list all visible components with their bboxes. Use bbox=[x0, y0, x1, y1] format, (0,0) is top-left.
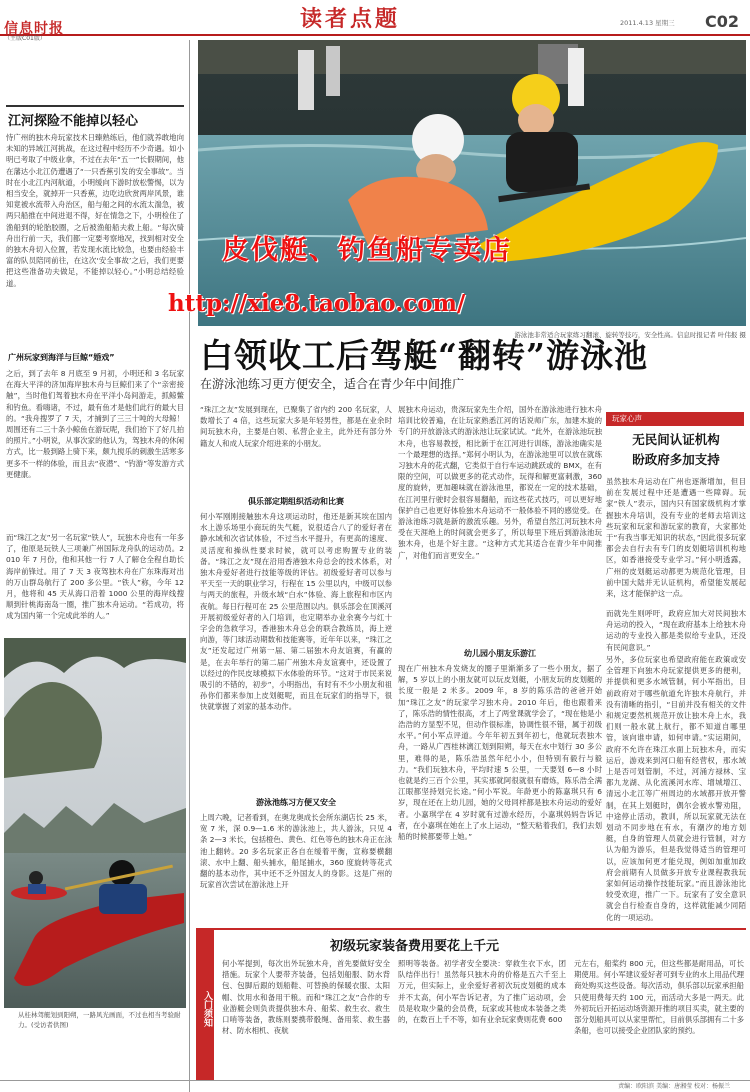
col1-subhead-2: 游泳池练习方便又安全 bbox=[256, 798, 336, 807]
pool-kayak-photo bbox=[198, 40, 746, 326]
article-col-2 bbox=[398, 404, 602, 924]
page-code: C02 bbox=[705, 12, 740, 31]
watermark-url: http://xie8.taobao.com/ bbox=[168, 290, 466, 317]
sidebar bbox=[606, 430, 746, 922]
sidebar-headline-2: 盼政府多加支持 bbox=[632, 452, 720, 467]
left-column bbox=[0, 40, 190, 1092]
col2-body-2: 现在广州独木舟发烧友的圈子里渐渐多了一些小朋友，据了解，5 岁以上的小朋友就可以玩皮划艇，小朋友玩的皮划艇的长度一般是 2 米多。2009 年，8 岁的陈乐浩的爸爸开始加“珠江之友”的玩家学习独木舟。2010 年后，他也跟着来了，陈乐浩的情性很高，才上了两堂课就学会了，“现在他是小浩浩的方显型不见，但动作很标准，协调性很不错，属于初级水平。”何小军点评道。今年年初五到年初七，他就玩表独木舟，一路从广西桂林漓江划到阳朔，每天在水中划行 30 多公里，难得的是，陈乐浩虽然年纪小小，但特别有毅行与毅力。“我们玩独木舟，平均时速 5 公里，一天要划 6—8 小时也就是约三百个公里，其实那就阿很就很有磨炼，陈乐浩全满江眼都坚持划完长途。”何小军说。年龄更小的陈嘉琪只有 6 岁，现在还在上幼儿园，她的父母同样都是独木舟运动的爱好者。小嘉琪学在 4 岁时就有过游水经历，小嘉琪妈妈告诉记者，在小嘉琪在她在上了水上运动，“整天粘着我们，我们去划船的时候都要带上她。” bbox=[398, 664, 602, 842]
col1-body-2: 上周六晚，记者看到，在奥龙奥成长会所东湖店长 25 米，宽 7 米，深 0.9—1.6 米的游泳池上，共人游泳，只见 4 条 2—3 米长，包括橙色、黄色、红色等色的独木舟正在泳池上翻转。20 多名玩家正各自在缓着平衡，宣称要横翻滚、水中上翻、船头捕水，船尾捕水，360 度旋转等花式翻的基本动作，其中还不乏外国友人的身影。这是广州的玩家首次尝试在游泳池上开 bbox=[200, 813, 392, 890]
kayak-river-photo bbox=[4, 638, 186, 1008]
sidebar-body-1: 虽然独木舟运动在广州也逐渐增加，但目前在发展过程中还是遭遇一些障碍。玩家“铁人”表示，国内只有国家级机构才掌握独木舟培训，没有专业的老师去培训这些玩家和玩家和游玩家的教育，大家都处于“有我当事无知识的状态，”因此很多玩家都会去自行去有专门的皮划艇培训机构地区，如香港接受专业学习。”何小明透露，广州的皮划艇运动都更为规范化管理，目前中国大陆并无认证机构，希望能发展起来，这才能保护这一点。 bbox=[606, 477, 746, 599]
paper-sub: （主版C01版） bbox=[4, 35, 46, 42]
left-paragraph-2: 之后，到了去年 8 月底至 9 月初，小明还和 3 名玩家在海大平洋的济加海岸独木舟与巨鲸们来了个“亲密接触”，当时他们驾着独木舟在平洋小岛间游走，抓鲸鳖和钓鱼。看嗨诸，不过，最有鱼才是他们此行的最大目的。“我舟搜罗了 7 天，才捕到了三三十吨的大母鲸！周围还有二三十条小鲸鱼在游玩呢，我们抬下了好几拍的照片。”小明说，从事次家的他认为，驾独木舟的休闲方式，比一般到路上骑下来，颇九搅乐的刺激生活寒多更多不一样的体验，而且去“夜潜”、“钓游”等发游方式更健康。 bbox=[6, 369, 184, 479]
watermark-shop: 皮伐艇、钓鱼船专卖店 bbox=[222, 235, 512, 266]
col1-lead: “珠江之友”发展到现在，已聚集了省内约 200 名玩家，人数增长了 4 倍，这些玩家大多是年轻男性，都是在业余时间玩独木舟，主要是白领、私营企业主，此外还有部分外籍友人和成人玩家介绍进来的小朋友。 bbox=[200, 405, 392, 448]
sidebar-body-2: 而就先生则呼吁，政府应加大对民间独木舟运动的投入，“现在政府基本上给独木舟运动的专业投入都是类似给专业队，还没有民间意识。” bbox=[606, 609, 746, 652]
sidebar-body-3: 另外，多位玩家也希望政府能在政策或安全管理下向独木舟玩家提供更多的便利，并提供和更多水域管制，何小军指出，目前政府对于哪些航道允许独木舟航行，并没有清晰的指引，“目前并没有相关的文件和规定要然机规范开放让独木舟上水，我们则一般水就上航行，都不知道自哪里管，该向谁申请，如何申请。”实运期间，政府不允许在珠江水面上玩独木舟，而实运后，游戏来到河口船有经营权，那水域上是否可划管制，不过，河涌方禄林、宝都九龙湖、从化流溪河水库、增城增江、清远小北江等广州周边的水域都开放开警制，在其上划艇时，偶尔会被水警劝阻，中途停止活动，教训，所以玩家就无法在划动不同步地在有水，有潮汐的地方划艇，自身的管理人员就会进行管制，对方认为船为游乐，但是我觉得适当的管理可以，应该加何更才能兑现，例如加重加政府会前期有人员做多开放专业课程教我玩家如何运动操作技能玩家。”而且游泳池比较受欢迎，推广一下。玩家有了安全意识就会自行检查自身的，这样就能减少同陌化的一项运动。 bbox=[606, 655, 746, 922]
bottom-body-2: 照明等装备。初学者安全要决：穿救生衣下水，团队结伴出行！虽然每只独木舟的价格是五六千至上万元，但实际上，业余爱好者初次玩皮划艇的成本并不太高，何小军告诉记者，为了推广运动项，会员是收取少量的会员费，玩家或其他成本装备之类的，在数百上千不等，如有业余玩家费则花费 600 bbox=[398, 959, 566, 1025]
left-paragraph-1: 恃广州的独木舟玩家技术日臻熟练后，他们就养敢地向未知的异域江河挑战，在这过程中经历不少奇遇。如小明已考取了中级业拿，不过在去年“五一”长假期间，他在藩达小北江仍遭遇了“一只香蕉引发的安全事故”。当时在小北江内河航道，小明缓向下游时放松警惕，以为相当安全，就掉开一只香蕉，边吃边欣赏两岸风景，谁知竟被水流带入舟治区，船与船之间的水流太湍急，被两只船推在中间进退不得，好在情急之下，小明检住了渔船到的轮胎胶圈，之后被渔船船夫救上船。“每次骑舟出行前一天，我们都一定要考察地况，找到相对安全的独木舟切入位置，若发现水流比较急，也要由经验丰富的队员陪同前往，在这次‘安全事故’之后，我们更要把这些准备功夫做足，不能掉以轻心。”小明总结经验道。 bbox=[6, 133, 184, 288]
sidebar-headline-1: 无民间认证机构 bbox=[632, 432, 720, 447]
paper-name: 信息时报 bbox=[4, 21, 64, 37]
bottom-body-1: 何小军提到，每次出外玩独木舟，首先要做好安全措施。玩家个人要带齐装备，包括划船服、防水背包、包脚后跟的划船鞋、可替换的保暖衣服、太阳帽、饮用水和备用干粮。而和“珠江之友”合作的专业游艇会则负责提供独木舟、船桨、救生衣、救生口哨等装备，教练则要携带骰绳、备用浆、救生器材、防水相机、夜航 bbox=[222, 959, 390, 1036]
bottom-headline: 初级玩家装备费用要花上千元 bbox=[330, 939, 500, 954]
article-col-1 bbox=[200, 404, 392, 924]
col2-subhead: 幼儿园小朋友乐游江 bbox=[464, 649, 536, 658]
section-title: 读者点题 bbox=[300, 6, 401, 32]
left-headline: 江河探险不能掉以轻心 bbox=[8, 114, 139, 129]
top-photo-caption: 游泳池非常适合玩家练习翻滚、旋转等技巧，安全性高。信息时报记者 叶伟报 摄 bbox=[514, 331, 746, 339]
main-deck: 在游泳池练习更方便安全，适合在青少年中间推广 bbox=[200, 377, 465, 391]
sidebar-label: 玩家心声 bbox=[606, 412, 744, 426]
left-subhead: 广州玩家到海洋与巨鲸“婚戏” bbox=[8, 353, 115, 362]
bottom-body-3: 元左右，船桨约 800 元，但这些都是耐用品，可长期使用。何小军建议爱好者可到专业的水上用品代理商处购买这些设备。每次活动，俱乐部以玩家承担船只使用费每天约 100 元，而活动大多是一两天。此外初玩后开拓运动场资源开推的项目买卖，就主要的部分划船具可以从家里帮忙，目前俱乐部拥有二十多条船，也可以接受企业团队家的预约。 bbox=[574, 959, 744, 1036]
issue-date: 2011.4.13 星期三 bbox=[620, 19, 675, 27]
footer-credits: 责编：欧阳滨 美编：唐湘莹 校对：杨振兰 bbox=[0, 1080, 750, 1092]
left-paragraph-3: 而“珠江之友”另一名玩家“铁人”，玩独木舟也有一年多了，他原是玩铁人三项兼广州国际龙舟队的运动员。2010 年 7 月份，他和其他一行 7 人了解仓全程自助长海岸前锋过。用了 7 天 3 夜驾独木舟在广东珠海对出的万山群岛航行了 200 多公里。“铁人”称，今年 12 月，他将和 45 天从海口沿着 1000 公里的海岸线搜顺到针桃海南岛一圈，推广独木舟运动。“若成功，将成为国内第一个完成此举的人。” bbox=[6, 533, 184, 621]
bottom-divider bbox=[196, 928, 746, 930]
divider bbox=[6, 105, 184, 107]
col2-body: 展独木舟运动，贵深玩家先生介绍，国外在游泳池进行独木舟培训比较普遍，在让玩家熟悉江河的话说师广东，加建木旋的专门的开放游泳式的游泳池让玩家试试。“此外，在游泳池玩独木舟，也容易教授，相比新于在江河进行训练，游泳池确实是一个最理想的选择。”郑何小明认为，在游泳池里可以放在就练习独木舟的花式翻，它类似于自行车运动跳跃或的 BMX，在有限的空间，可以做更多的花式动作，玩得和解更富刺激，360 度的旋转，更加趣味就在游泳池里，都说在一定的技术基础，在江河里行驶时会很容易翻船，而这些花式技巧，可以更好地保护自己也更好体验独木舟运动不一般体验不同的感觉受。在游泳池练习就是新的激流乐趣。另外，希望自然江河玩独木舟受在天涯绝上的时间就会更多了，所以每里下班后到游泳池玩独木舟，也是个好主意。“这种方式尤其适合在青少年中间推广，对他们而言更安全。” bbox=[398, 405, 602, 560]
bottom-label: 入门须知 bbox=[196, 930, 214, 1080]
col1-body: 何小军刚刚接触独木舟这项运动时，他还是新其埃在国内水上游乐场里小商玩的失气艇，说很适合八了的爱好者在静水域和次省试体验，不过当水平提升，有更高的速度、灵活度和操纵性要求时候，就可以考虑购置专业的装备。“珠江之友”现在沿用香港独木舟总会的技术体系，对独木舟爱好者进行技能等级的评估。初级爱好者可以参与平天至一天的职业学习，行程在 15 公里以内，中级可以参与两天的旅程，升级水域“白水”体验、海上旅程和市区内夜航。每日行程可在 25 公里范围以内。俱乐部会在顶溪河开展初级爱好者的入门培训，也定期举办业余赛今与红十字会的急救学习，香港独木舟总会的联合教练员，海上逆向游，等门球活动期数和技能赛等，近年年以来，“珠江之友”还发起过广州第一届、第二届独木舟友谊赛，有赢的是，在去年举行的第二届广州独木舟友谊赛中，还设置了以经过的作民皮球模拟下水体验的环节。“这对于市民来说吸引的不错的，初步”，小明指出，有时有不少小朋友和祖孙你们都来参加上皮划艇呢，而且在玩家们的指导下，很快就掌握了刘家的基本动作。 bbox=[200, 512, 392, 712]
col1-subhead-1: 俱乐部定期组织活动和比赛 bbox=[248, 497, 344, 506]
main-headline: 白领收工后驾艇“翻转”游泳池 bbox=[200, 336, 648, 375]
left-photo-caption: 从桂林驾艇划到阳朔，一路风光画面，不过也相当考验耐力。(受访者供图) bbox=[18, 1011, 181, 1029]
